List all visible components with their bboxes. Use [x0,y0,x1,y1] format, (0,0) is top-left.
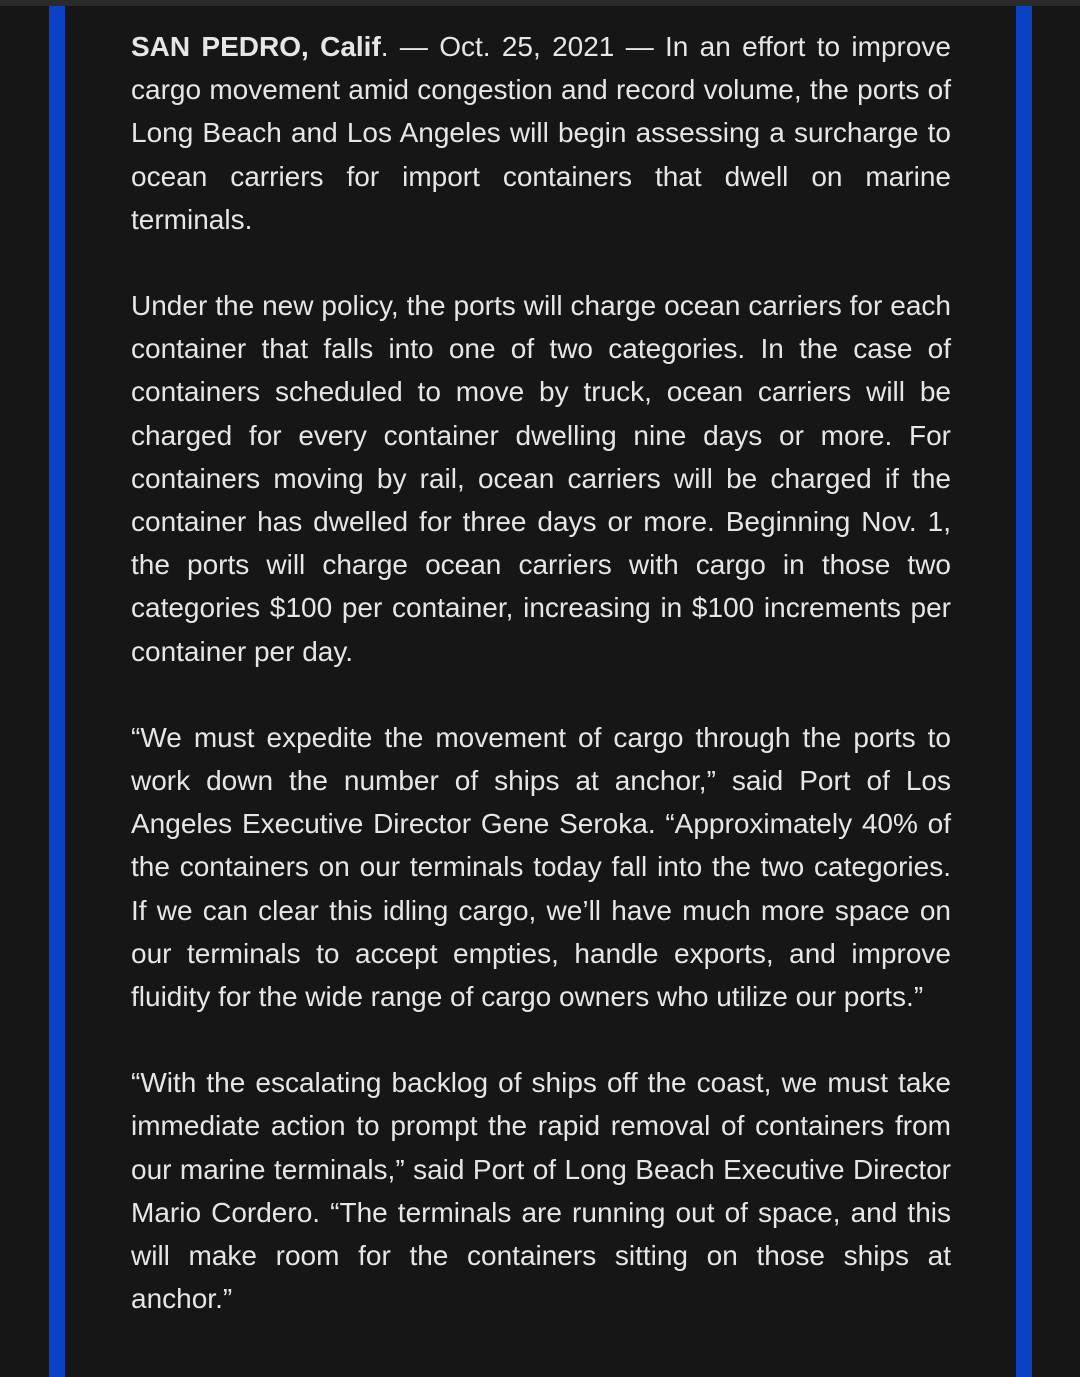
paragraph-3: “We must expedite the movement of cargo through the ports to work down the number of ships at anchor,” said Port of Los Angeles Executive Director Gene Seroka. “Approximately 40% of the containers on our terminals today fall into the two categories. If we can clear this idling cargo, we’ll have much more space on our terminals to accept empties, handle exports, and improve fluidity for the wide range of cargo owners who utilize our ports.” [131,721,951,1013]
left-accent-rail [49,6,65,1377]
paragraph-2: Under the new policy, the ports will charge ocean carriers for each container that falls into one of two categories. In the case of containers scheduled to move by truck, ocean carriers will be charged for every container dwelling nine days or more. For containers moving by rail, ocean carriers will be charged if the container has dwelled for three days or more. Beginning Nov. 1, the ports will charge ocean carriers with cargo in those two categories $100 per container, increasing in $100 increments per container per day. [131,290,951,667]
top-strip [0,0,1080,6]
paragraph-1-text: . — Oct. 25, 2021 — In an effort to improve cargo movement amid congestion and record volume, the ports of Long Beach and Los Angeles will begin assessing a surcharge to ocean carriers for import containers that dwell on marine terminals. [131,31,952,235]
paragraph-1 [131,25,951,241]
right-accent-rail [1016,6,1032,1377]
paragraph-4: “With the escalating backlog of ships off the coast, we must take immediate action to prompt the rapid removal of containers from our marine terminals,” said Port of Long Beach Executive Director Mario Cordero. “The terminals are running out of space, and this will make room for the containers sitting on those ships at anchor.” [131,1067,951,1315]
article-body [131,25,951,1363]
dateline: SAN PEDRO, Calif [131,31,381,62]
